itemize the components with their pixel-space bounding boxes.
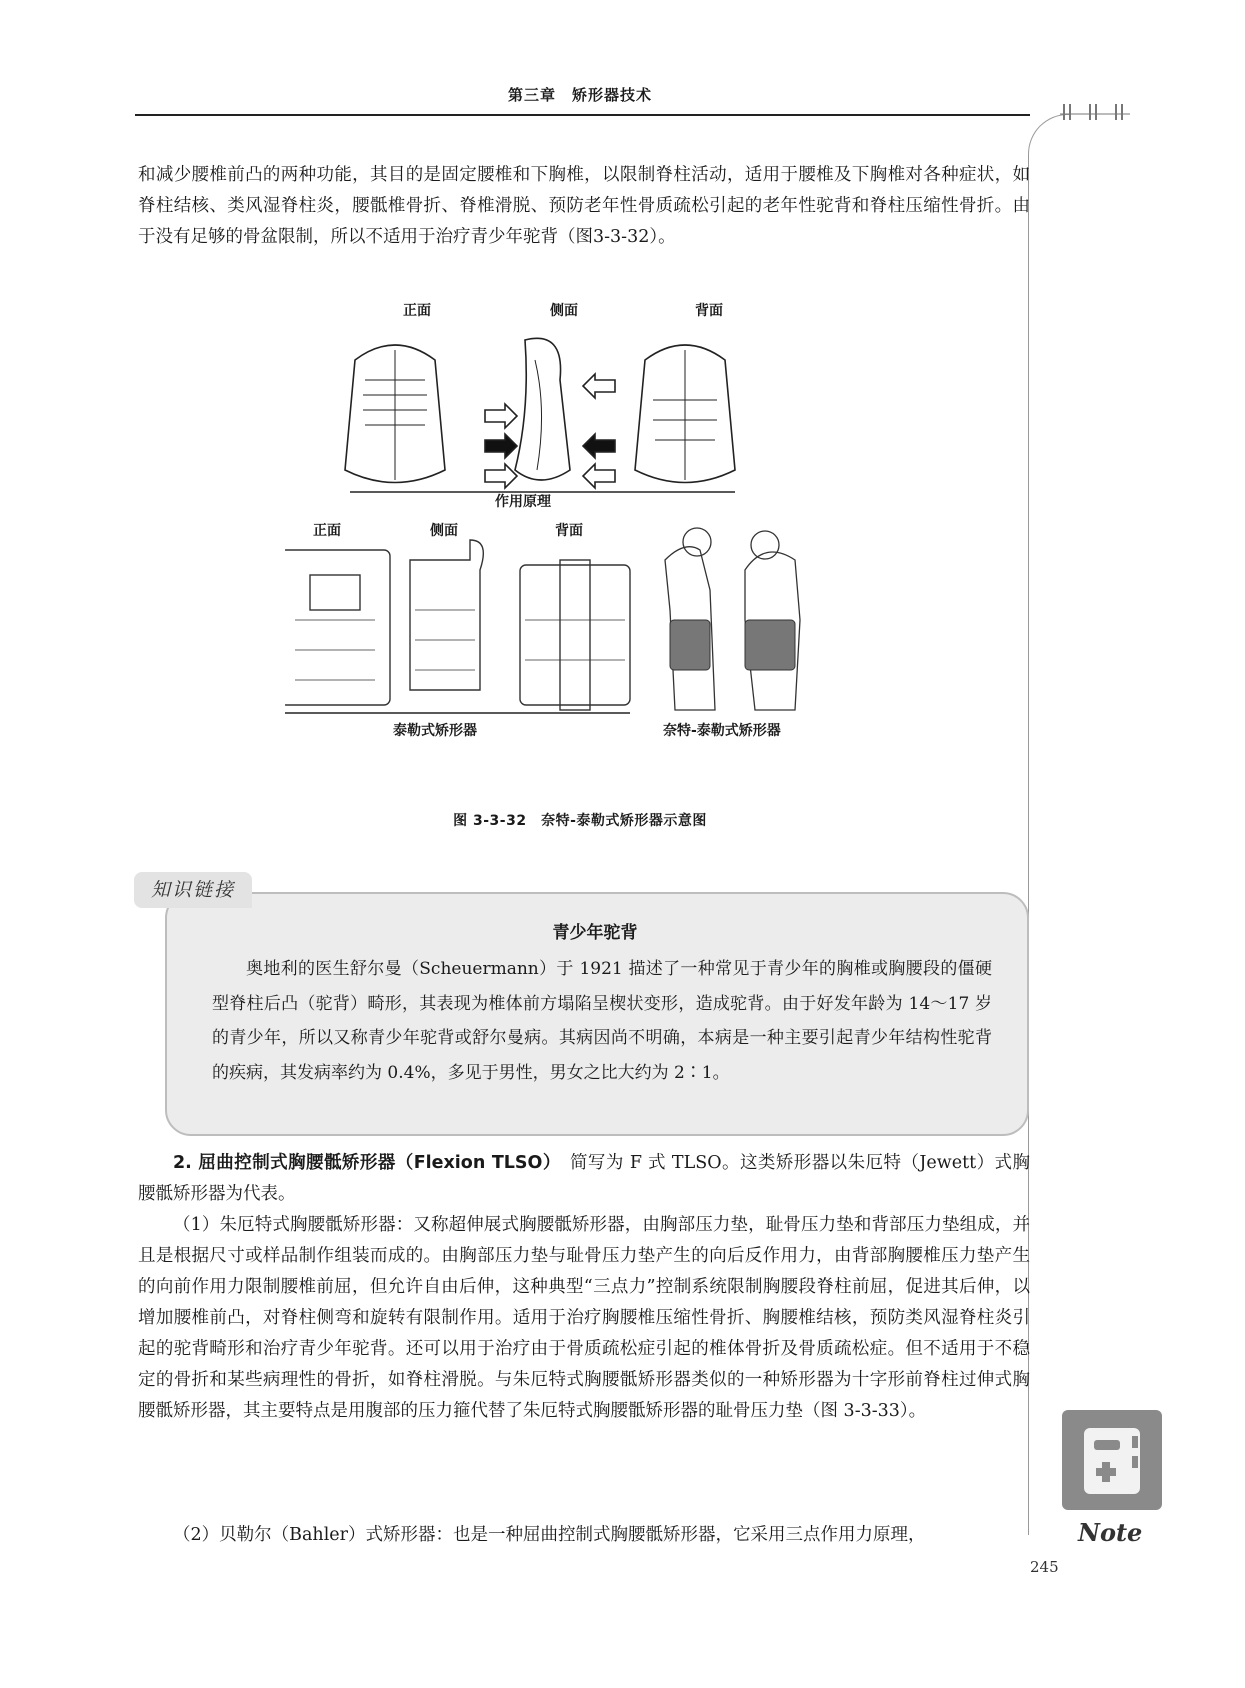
fig-label-side-top: 侧面 [550, 303, 578, 319]
paragraph-2 [138, 1148, 1030, 1210]
margin-tick-icon [1060, 100, 1130, 124]
fig-label-taylor: 泰勒式矫形器 [393, 723, 477, 739]
note-book-icon [1062, 1410, 1162, 1510]
figure-3-3-32 [285, 300, 885, 810]
fig-label-front-bottom: 正面 [313, 523, 341, 539]
fig-label-principle: 作用原理 [495, 494, 551, 510]
section-heading-flexion-tlso: 2. 屈曲控制式胸腰骶矫形器（Flexion TLSO） [173, 1153, 553, 1173]
paragraph-2-text: 简写为 F 式 TLSO。这类矫形器以朱厄特（Jewett）式胸腰骶矫形器为代表。 [138, 1153, 1031, 1204]
paragraph-3: （1）朱厄特式胸腰骶矫形器：又称超伸展式胸腰骶矫形器，由胸部压力垫，耻骨压力垫和背部压力垫组成，并且是根据尺寸或样品制作组装而成的。由胸部压力垫与耻骨压力垫产生的向后反作用力，由背部胸腰椎压力垫产生的向前作用力限制腰椎前屈，但允许自由后伸，这种典型“三点力”控制系统限制胸腰段脊柱前屈，促进其后伸，以增加腰椎前凸，对脊柱侧弯和旋转有限制作用。适用于治疗胸腰椎压缩性骨折、胸腰椎结核，预防类风湿脊柱炎引起的驼背畸形和治疗青少年驼背。还可以用于治疗由于骨质疏松症引起的椎体骨折及骨质疏松症。但不适用于不稳定的骨折和某些病理性的骨折，如脊柱滑脱。与朱厄特式胸腰骶矫形器类似的一种矫形器为十字形前脊柱过伸式胸腰骶矫形器，其主要特点是用腹部的压力箍代替了朱厄特式胸腰骶矫形器的耻骨压力垫（图 3-3-33）。 [138, 1215, 1030, 1421]
paragraph-4: （2）贝勒尔（Bahler）式矫形器：也是一种屈曲控制式胸腰骶矫形器，它采用三点作用力原理， [173, 1525, 926, 1545]
paragraph-1: 和减少腰椎前凸的两种功能，其目的是固定腰椎和下胸椎，以限制脊柱活动，适用于腰椎及下胸椎对各种症状，如脊柱结核、类风湿脊柱炎，腰骶椎骨折、脊椎滑脱、预防老年性骨质疏松引起的老年性驼背和脊柱压缩性骨折。由于没有足够的骨盆限制，所以不适用于治疗青少年驼背（图3-3-32）。 [138, 165, 1030, 247]
fig-label-back-top: 背面 [695, 303, 723, 319]
knowledge-box-title: 青少年驼背 [552, 923, 638, 943]
fig-label-knight-taylor: 奈特-泰勒式矫形器 [663, 723, 781, 739]
fig-label-side-bottom: 侧面 [430, 523, 458, 539]
fig-label-front-top: 正面 [403, 303, 431, 319]
page-number: 245 [1030, 1558, 1059, 1576]
note-book-glyph [1062, 1410, 1162, 1510]
figure-caption: 图 3-3-32 奈特-泰勒式矫形器示意图 [453, 813, 707, 829]
figure-illustration [285, 320, 885, 810]
running-header: 第三章 矫形器技术 [507, 86, 652, 104]
knowledge-box-body: 奥地利的医生舒尔曼（Scheuermann）于 1921 描述了一种常见于青少年的胸椎或胸腰段的僵硬型脊柱后凸（驼背）畸形，其表现为椎体前方塌陷呈楔状变形，造成驼背。由于好发年龄为 14～17 岁的青少年，所以又称青少年驼背或舒尔曼病。其病因尚不明确，本病是一种主要引起青少年结构性驼背的疾病，其发病率约为 0.4%，多见于男性，男女之比大约为 2∶1。 [212, 959, 992, 1083]
note-label: Note [1078, 1518, 1143, 1547]
knowledge-box-tab: 知识链接 [134, 872, 252, 908]
header-rule [135, 114, 1030, 116]
fig-label-back-bottom: 背面 [555, 523, 583, 539]
